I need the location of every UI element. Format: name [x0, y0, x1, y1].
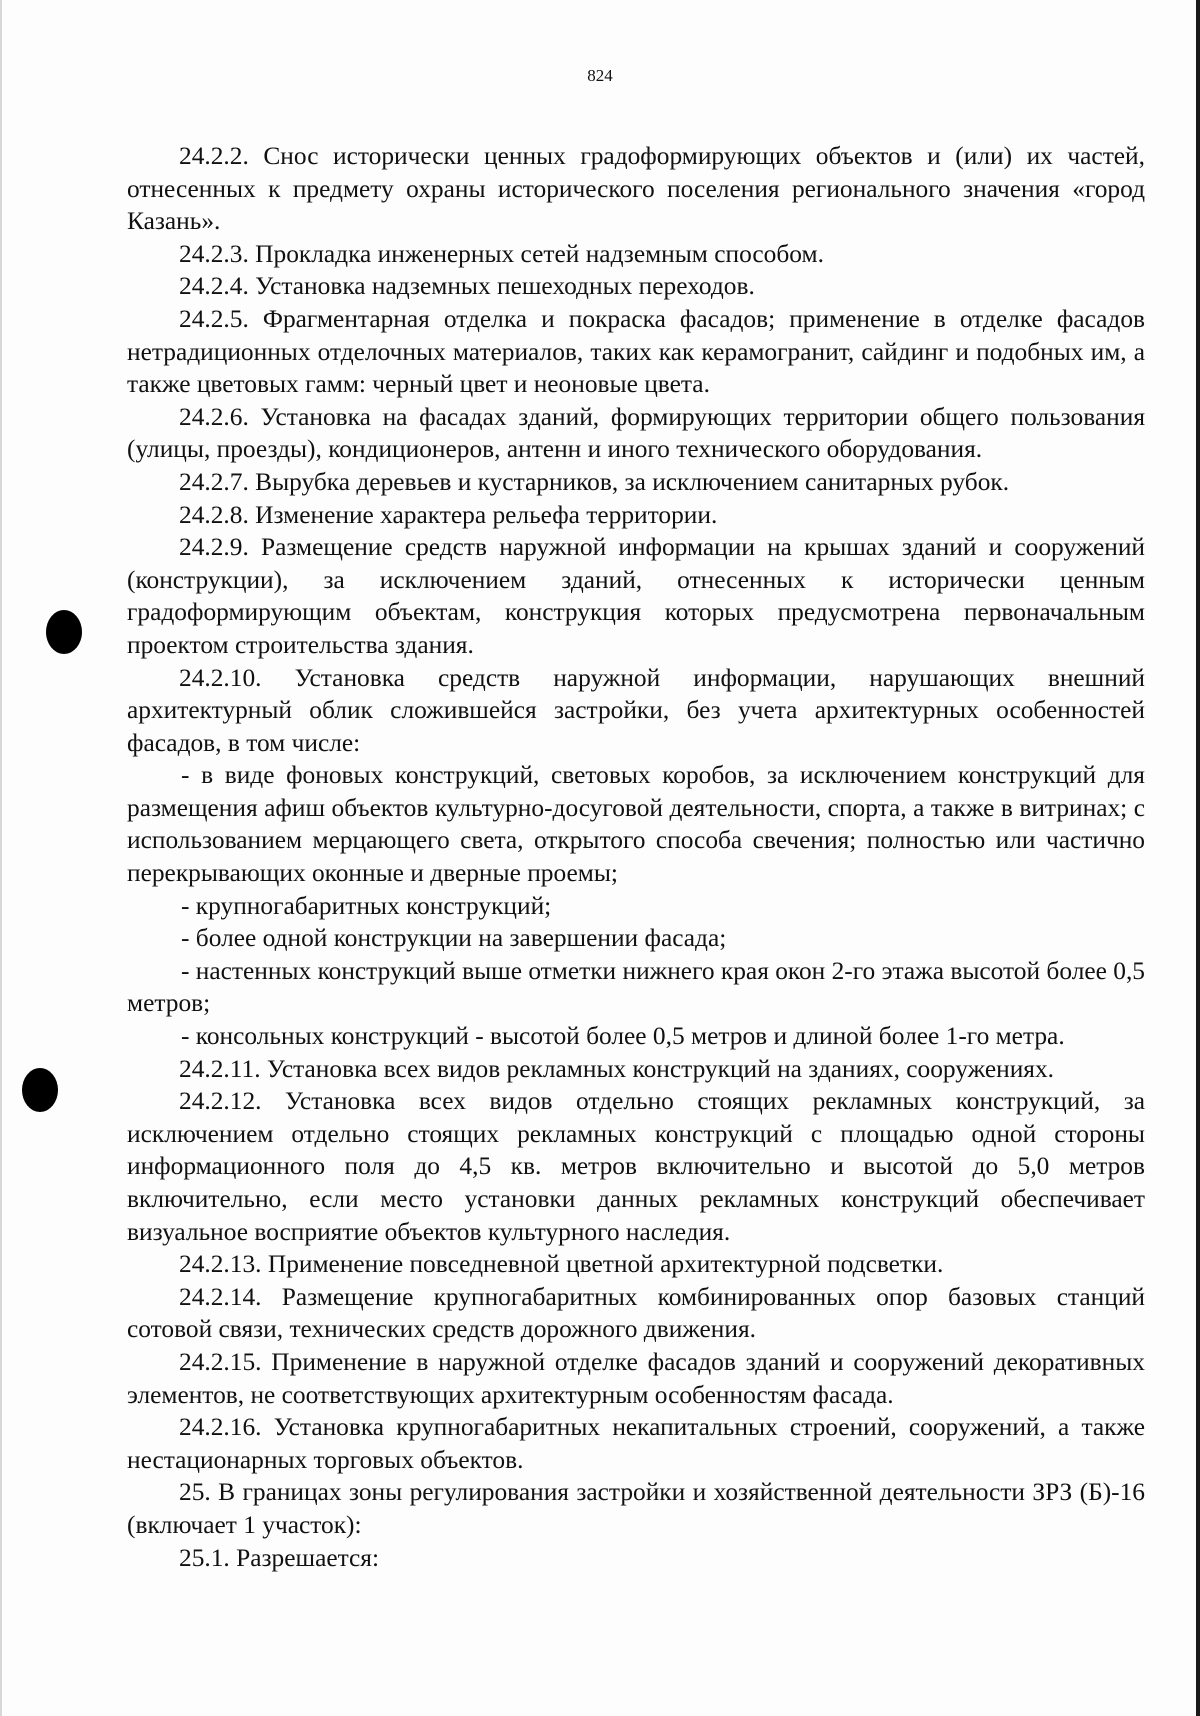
punch-hole-mark — [22, 1068, 58, 1112]
clause-paragraph: 24.2.13. Применение повседневной цветной архитектурной подсветки. — [179, 1250, 944, 1279]
scan-edge-left — [0, 0, 2, 1716]
section-paragraph: 25. В границах зоны регулирования застройки и хозяйственной деятельности ЗРЗ (Б)-16 (включает 1 участок): — [127, 1478, 1145, 1539]
clause-paragraph: 24.2.16. Установка крупногабаритных некапитальных строений, сооружений, а также нестационарных торговых объектов. — [127, 1413, 1145, 1474]
dash-list-item: - консольных конструкций - высотой более 0,5 метров и длиной более 1-го метра. — [181, 1022, 1065, 1051]
scan-edge-right — [1196, 0, 1200, 1716]
dash-list-item: - более одной конструкции на завершении фасада; — [181, 924, 727, 953]
clause-paragraph: 24.2.12. Установка всех видов отдельно стоящих рекламных конструкций, за исключением отдельно стоящих рекламных конструкций с площадью одной стороны информационного поля до 4,5 кв. метров включительно и высотой до 5,0 метров включительно, если место установки данных рекламных конструкций обеспечивает визуальное восприятие объектов культурного наследия. — [127, 1087, 1145, 1246]
clause-paragraph: 24.2.8. Изменение характера рельефа территории. — [179, 500, 718, 529]
dash-list-item: - крупногабаритных конструкций; — [181, 891, 552, 920]
clause-paragraph: 24.2.9. Размещение средств наружной информации на крышах зданий и сооружений (конструкции), за исключением зданий, отнесенных к исторически ценным градоформирующим объектам, конструкция которых предусмотрена первоначальным проектом строительства здания. — [127, 533, 1145, 659]
clause-paragraph: 24.2.10. Установка средств наружной информации, нарушающих внешний архитектурный облик сложившейся застройки, без учета архитектурных особенностей фасадов, в том числе: — [127, 663, 1145, 757]
clause-paragraph: 24.2.5. Фрагментарная отделка и покраска фасадов; применение в отделке фасадов нетрадиционных отделочных материалов, таких как керамогранит, сайдинг и подобных им, а также цветовых гамм: черный цвет и неоновые цвета. — [127, 304, 1145, 399]
subsection-heading: 25.1. Разрешается: — [179, 1543, 380, 1572]
clause-paragraph: 24.2.11. Установка всех видов рекламных конструкций на зданиях, сооружениях. — [179, 1054, 1055, 1083]
clause-paragraph: 24.2.15. Применение в наружной отделке фасадов зданий и сооружений декоративных элементов, не соответствующих архитектурным особенностям фасада. — [127, 1347, 1145, 1409]
clause-paragraph: 24.2.4. Установка надземных пешеходных переходов. — [179, 272, 755, 301]
clause-paragraph: 24.2.3. Прокладка инженерных сетей надземным способом. — [179, 239, 824, 268]
clause-paragraph: 24.2.14. Размещение крупногабаритных комбинированных опор базовых станций сотовой связи, технических средств дорожного движения. — [127, 1282, 1145, 1344]
clause-paragraph: 24.2.2. Снос исторически ценных градоформирующих объектов и (или) их частей, отнесенных к предмету охраны исторического поселения регионального значения «город Казань». — [127, 142, 1145, 236]
dash-list-item: - настенных конструкций выше отметки нижнего края окон 2-го этажа высотой более 0,5 метров; — [127, 956, 1145, 1018]
dash-list-item: - в виде фоновых конструкций, световых коробов, за исключением конструкций для размещения афиш объектов культурно-досуговой деятельности, спорта, а также в витринах; с использованием мерцающего света, открытого способа свечения; полностью или частично перекрывающих оконные и дверные проемы; — [127, 761, 1145, 888]
clause-paragraph: 24.2.7. Вырубка деревьев и кустарников, за исключением санитарных рубок. — [179, 467, 1010, 496]
document-body — [127, 140, 1145, 1574]
page-number: 824 — [587, 66, 613, 85]
punch-hole-mark — [46, 610, 82, 654]
clause-paragraph: 24.2.6. Установка на фасадах зданий, формирующих территории общего пользования (улицы, проезды), кондиционеров, антенн и иного технического оборудования. — [127, 402, 1145, 464]
